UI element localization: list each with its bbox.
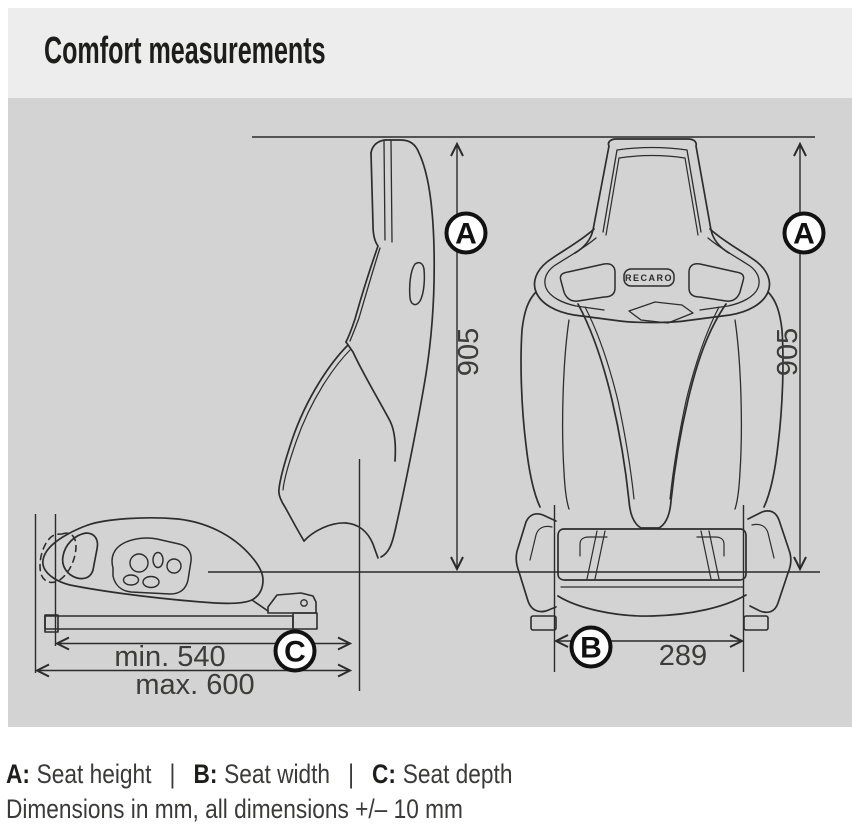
legend-note: Dimensions in mm, all dimensions +/– 10 mm — [6, 794, 463, 824]
drawing-area — [8, 98, 852, 727]
front-center-shield — [578, 304, 726, 528]
front-shoulder-inner-right — [700, 238, 759, 310]
legend-separator: | — [348, 759, 354, 789]
front-front-edge-wave — [558, 595, 746, 616]
legend-line-1 — [6, 757, 712, 792]
side-backrest-inner-edge — [350, 248, 380, 341]
dimension-lines — [36, 137, 821, 691]
front-chevron — [629, 302, 693, 323]
dim-letter-a-front: A — [793, 217, 815, 251]
dim-value-height-front: 905 — [772, 327, 804, 377]
front-foot-right — [744, 616, 768, 630]
page-title: Comfort measurements — [44, 29, 326, 72]
front-wing-right — [748, 511, 791, 612]
legend-key-c: C: — [372, 759, 396, 789]
front-wing-left — [516, 514, 556, 612]
legend-key-b: B: — [193, 759, 218, 789]
dim-letter-a-side: A — [455, 217, 477, 251]
side-base-rail — [45, 593, 317, 632]
dim-value-depth-max: max. 600 — [135, 669, 255, 701]
side-view-seat — [40, 140, 434, 632]
legend-label-b: Seat width — [224, 759, 331, 789]
side-headrest-inner-line — [384, 141, 385, 240]
dimension-labels — [114, 214, 823, 702]
front-foot-left — [531, 616, 556, 630]
front-headrest-inner2 — [606, 156, 698, 236]
measurement-diagram — [8, 98, 852, 727]
recaro-badge-text: RECARO — [624, 273, 674, 283]
dim-value-width: 289 — [658, 640, 708, 672]
side-handle-cutout — [410, 263, 425, 305]
side-cushion-top-edge — [304, 523, 378, 558]
legend — [6, 757, 846, 827]
side-control-buttons — [124, 553, 182, 588]
side-headrest-inner-line2 — [391, 140, 392, 242]
front-wing-left-inner — [530, 526, 552, 560]
side-backrest-notch — [346, 342, 395, 461]
front-center-shield-inner-right — [670, 307, 719, 499]
front-shoulder-cutout-right — [689, 264, 744, 301]
front-headrest-inner1 — [603, 148, 701, 233]
side-bolster-rear-edge — [279, 345, 348, 541]
front-wing-right-inner — [752, 524, 774, 558]
front-shoulder-inner-left — [545, 238, 604, 310]
title-bar — [8, 8, 852, 98]
front-bolster-inner-left — [563, 320, 569, 509]
side-control-panel — [112, 538, 191, 594]
side-knob — [63, 533, 98, 579]
legend-separator: | — [169, 759, 176, 789]
dim-letter-c: C — [284, 635, 306, 669]
side-bolster-rear-edge2 — [283, 349, 351, 490]
legend-label-a: Seat height — [36, 759, 152, 789]
front-bolster-inner-right — [735, 320, 741, 509]
dim-value-height-side: 905 — [453, 327, 485, 377]
dim-letter-b: B — [580, 631, 602, 665]
front-outer-side-left — [521, 292, 540, 507]
dim-value-depth-min: min. 540 — [114, 641, 226, 673]
front-view-seat — [516, 139, 791, 630]
front-outer-side-right — [764, 292, 783, 507]
side-headrest-front-edge — [346, 153, 378, 342]
legend-label-c: Seat depth — [402, 759, 513, 789]
side-backrest-outline — [371, 140, 434, 557]
front-shoulder-cutout-left — [560, 264, 615, 301]
legend-key-a: A: — [6, 759, 30, 789]
